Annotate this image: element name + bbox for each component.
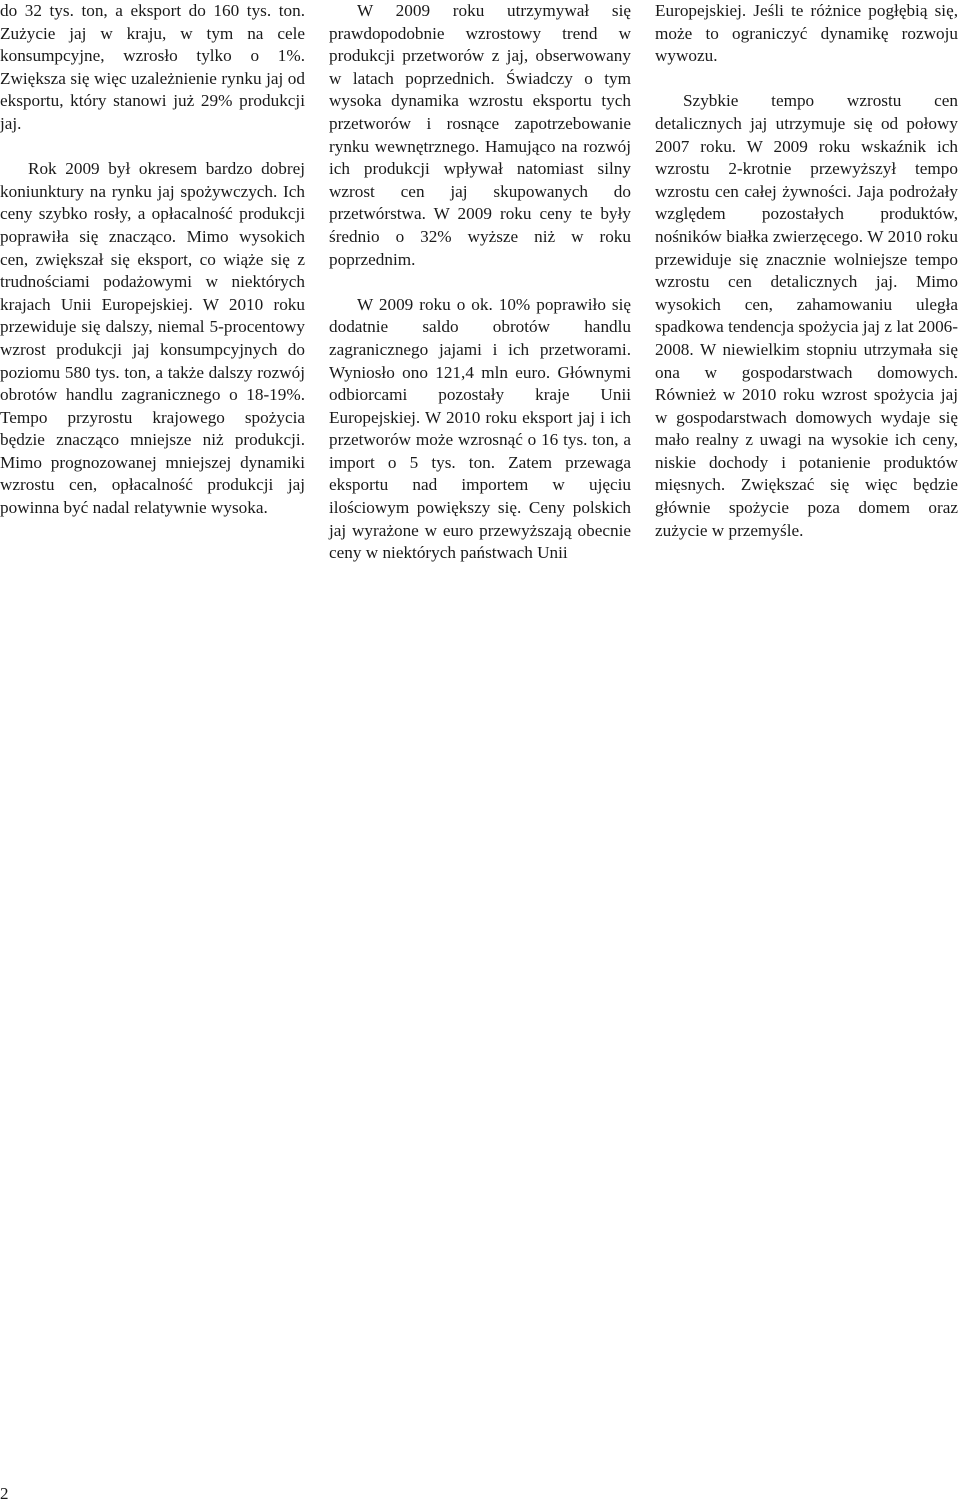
page-number: 2 (0, 1484, 9, 1503)
paragraph: Rok 2009 był okresem bardzo dobrej koniunktury na rynku jaj spożywczych. Ich ceny szybko rosły, a opłacalność produkcji poprawiła się znacząco. Mimo wysokich cen, zwiększał się eksport, co wiąże się z trudnościami podażowymi w niektórych krajach Unii Europejskiej. W 2010 roku przewiduje się dalszy, niemal 5-procentowy wzrost produkcji jaj konsumpcyjnych do poziomu 580 tys. ton, a także dalszy rozwój obrotów handlu zagranicznego o 18-19%. Tempo przyrostu krajowego spożycia będzie znacząco mniejsze niż produkcji. Mimo prognozowanej mniejszej dynamiki wzrostu cen, opłacalność produkcji jaj powinna być nadal relatywnie wysoka. (0, 159, 305, 518)
text-column-2 (329, 0, 631, 565)
paragraph: do 32 tys. ton, a eksport do 160 tys. ton. Zużycie jaj w kraju, w tym na cele konsumpcyjne, wzrosło tylko o 1%. Zwiększa się więc uzależnienie rynku jaj od eksportu, który stanowi już 29% produkcji jaj. (0, 1, 305, 133)
paragraph: W 2009 roku utrzymywał się prawdopodobnie wzrostowy trend w produkcji przetworów z jaj, obserwowany w latach poprzednich. Świadczy o tym wysoka dynamika wzrostu eksportu tych przetworów i rosnące zapotrzebowanie rynku wewnętrznego. Hamująco na rozwój ich produkcji wpływał natomiast silny wzrost cen jaj skupowanych do przetwórstwa. W 2009 roku ceny te były średnio o 32% wyższe niż w roku poprzednim. (329, 1, 631, 269)
paragraph: Szybkie tempo wzrostu cen detalicznych jaj utrzymuje się od połowy 2007 roku. W 2009 roku wskaźnik ich wzrostu 2-krotnie przewyższył tempo wzrostu cen całej żywności. Jaja podrożały względem pozostałych produktów, nośników białka zwierzęcego. W 2010 roku przewiduje się znacznie wolniejsze tempo wzrostu cen detalicznych jaj. Mimo wysokich cen, zahamowaniu uległa spadkowa tendencja spożycia jaj z lat 2006-2008. W niewielkim stopniu utrzymała się ona w gospodarstwach domowych. Również w 2010 roku wzrost spożycia jaj w gospodarstwach domowych wydaje się mało realny z uwagi na wysokie ich ceny, niskie dochody i potanienie produktów mięsnych. Zwiększać się więc będzie głównie spożycie poza domem oraz zużycie w przemyśle. (655, 91, 958, 540)
text-column-1 (0, 0, 305, 520)
paragraph: W 2009 roku o ok. 10% poprawiło się dodatnie saldo obrotów handlu zagranicznego jajami i ich przetworami. Wyniosło ono 121,4 mln euro. Głównymi odbiorcami pozostały kraje Unii Europejskiej. W 2010 roku eksport jaj i ich przetworów może wzrosnąć o 16 tys. ton, a import o 5 tys. ton. Zatem przewaga eksportu nad importem w ujęciu ilościowym powiększy się. Ceny polskich jaj wyrażone w euro przewyższają obecnie ceny w niektórych państwach Unii (329, 294, 631, 563)
text-column-3 (655, 0, 958, 542)
paragraph: Europejskiej. Jeśli te różnice pogłębią się, może to ograniczyć dynamikę rozwoju wywozu. (655, 1, 958, 66)
